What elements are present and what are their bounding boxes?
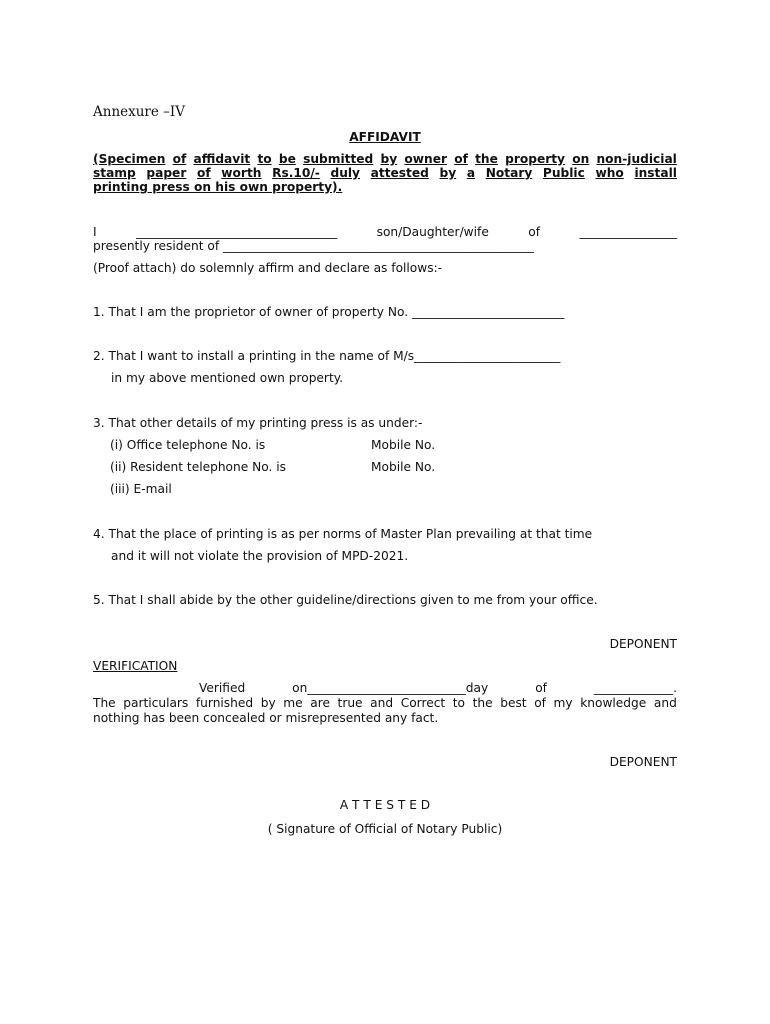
item-3-office-phone: (i) Office telephone No. is xyxy=(110,438,266,452)
verification-heading: VERIFICATION xyxy=(93,659,178,673)
document-title: AFFIDAVIT xyxy=(349,130,421,144)
deponent-label-2: DEPONENT xyxy=(609,755,677,769)
item-4-line-1: 4. That the place of printing is as per norms of Master Plan prevailing at that time xyxy=(93,527,593,541)
attested-label: A T T E S T E D xyxy=(339,798,431,812)
annexure-label: Annexure –IV xyxy=(93,104,186,120)
specimen-line-2: stamp paper of worth Rs.10/- duly attested by a Notary Public who install xyxy=(93,166,677,180)
item-3-resident-phone: (ii) Resident telephone No. is xyxy=(110,460,286,474)
item-2-line-1: 2. That I want to install a printing in the name of M/s________________________ xyxy=(93,349,561,363)
intro-line-2: presently resident of ___________________________________________________ xyxy=(93,239,534,253)
verification-line-1: Verified on__________________________day of _____________. xyxy=(199,681,677,695)
item-4-line-2: and it will not violate the provision of MPD-2021. xyxy=(111,549,409,563)
item-3-line-1: 3. That other details of my printing press is as under:- xyxy=(93,416,423,430)
item-1: 1. That I am the proprietor of owner of property No. _________________________ xyxy=(93,305,565,319)
verification-line-3: nothing has been concealed or misrepresented any fact. xyxy=(93,711,439,725)
item-3-mobile-2: Mobile No. xyxy=(371,460,436,474)
specimen-line-1: (Specimen of affidavit to be submitted by owner of the property on non-judicial xyxy=(93,152,677,166)
intro-line-1: I _________________________________ son/Daughter/wife of ________________ xyxy=(93,225,677,239)
deponent-label-1: DEPONENT xyxy=(609,637,677,651)
notary-signature-label: ( Signature of Official of Notary Public) xyxy=(267,822,503,836)
item-3-mobile-1: Mobile No. xyxy=(371,438,436,452)
item-3-email: (iii) E-mail xyxy=(110,482,172,496)
item-2-line-2: in my above mentioned own property. xyxy=(111,371,344,385)
item-5: 5. That I shall abide by the other guideline/directions given to me from your office. xyxy=(93,593,598,607)
intro-line-3: (Proof attach) do solemnly affirm and declare as follows:- xyxy=(93,261,443,275)
verification-line-2: The particulars furnished by me are true and Correct to the best of my knowledge and xyxy=(93,696,677,710)
specimen-line-3: printing press on his own property). xyxy=(93,180,343,194)
